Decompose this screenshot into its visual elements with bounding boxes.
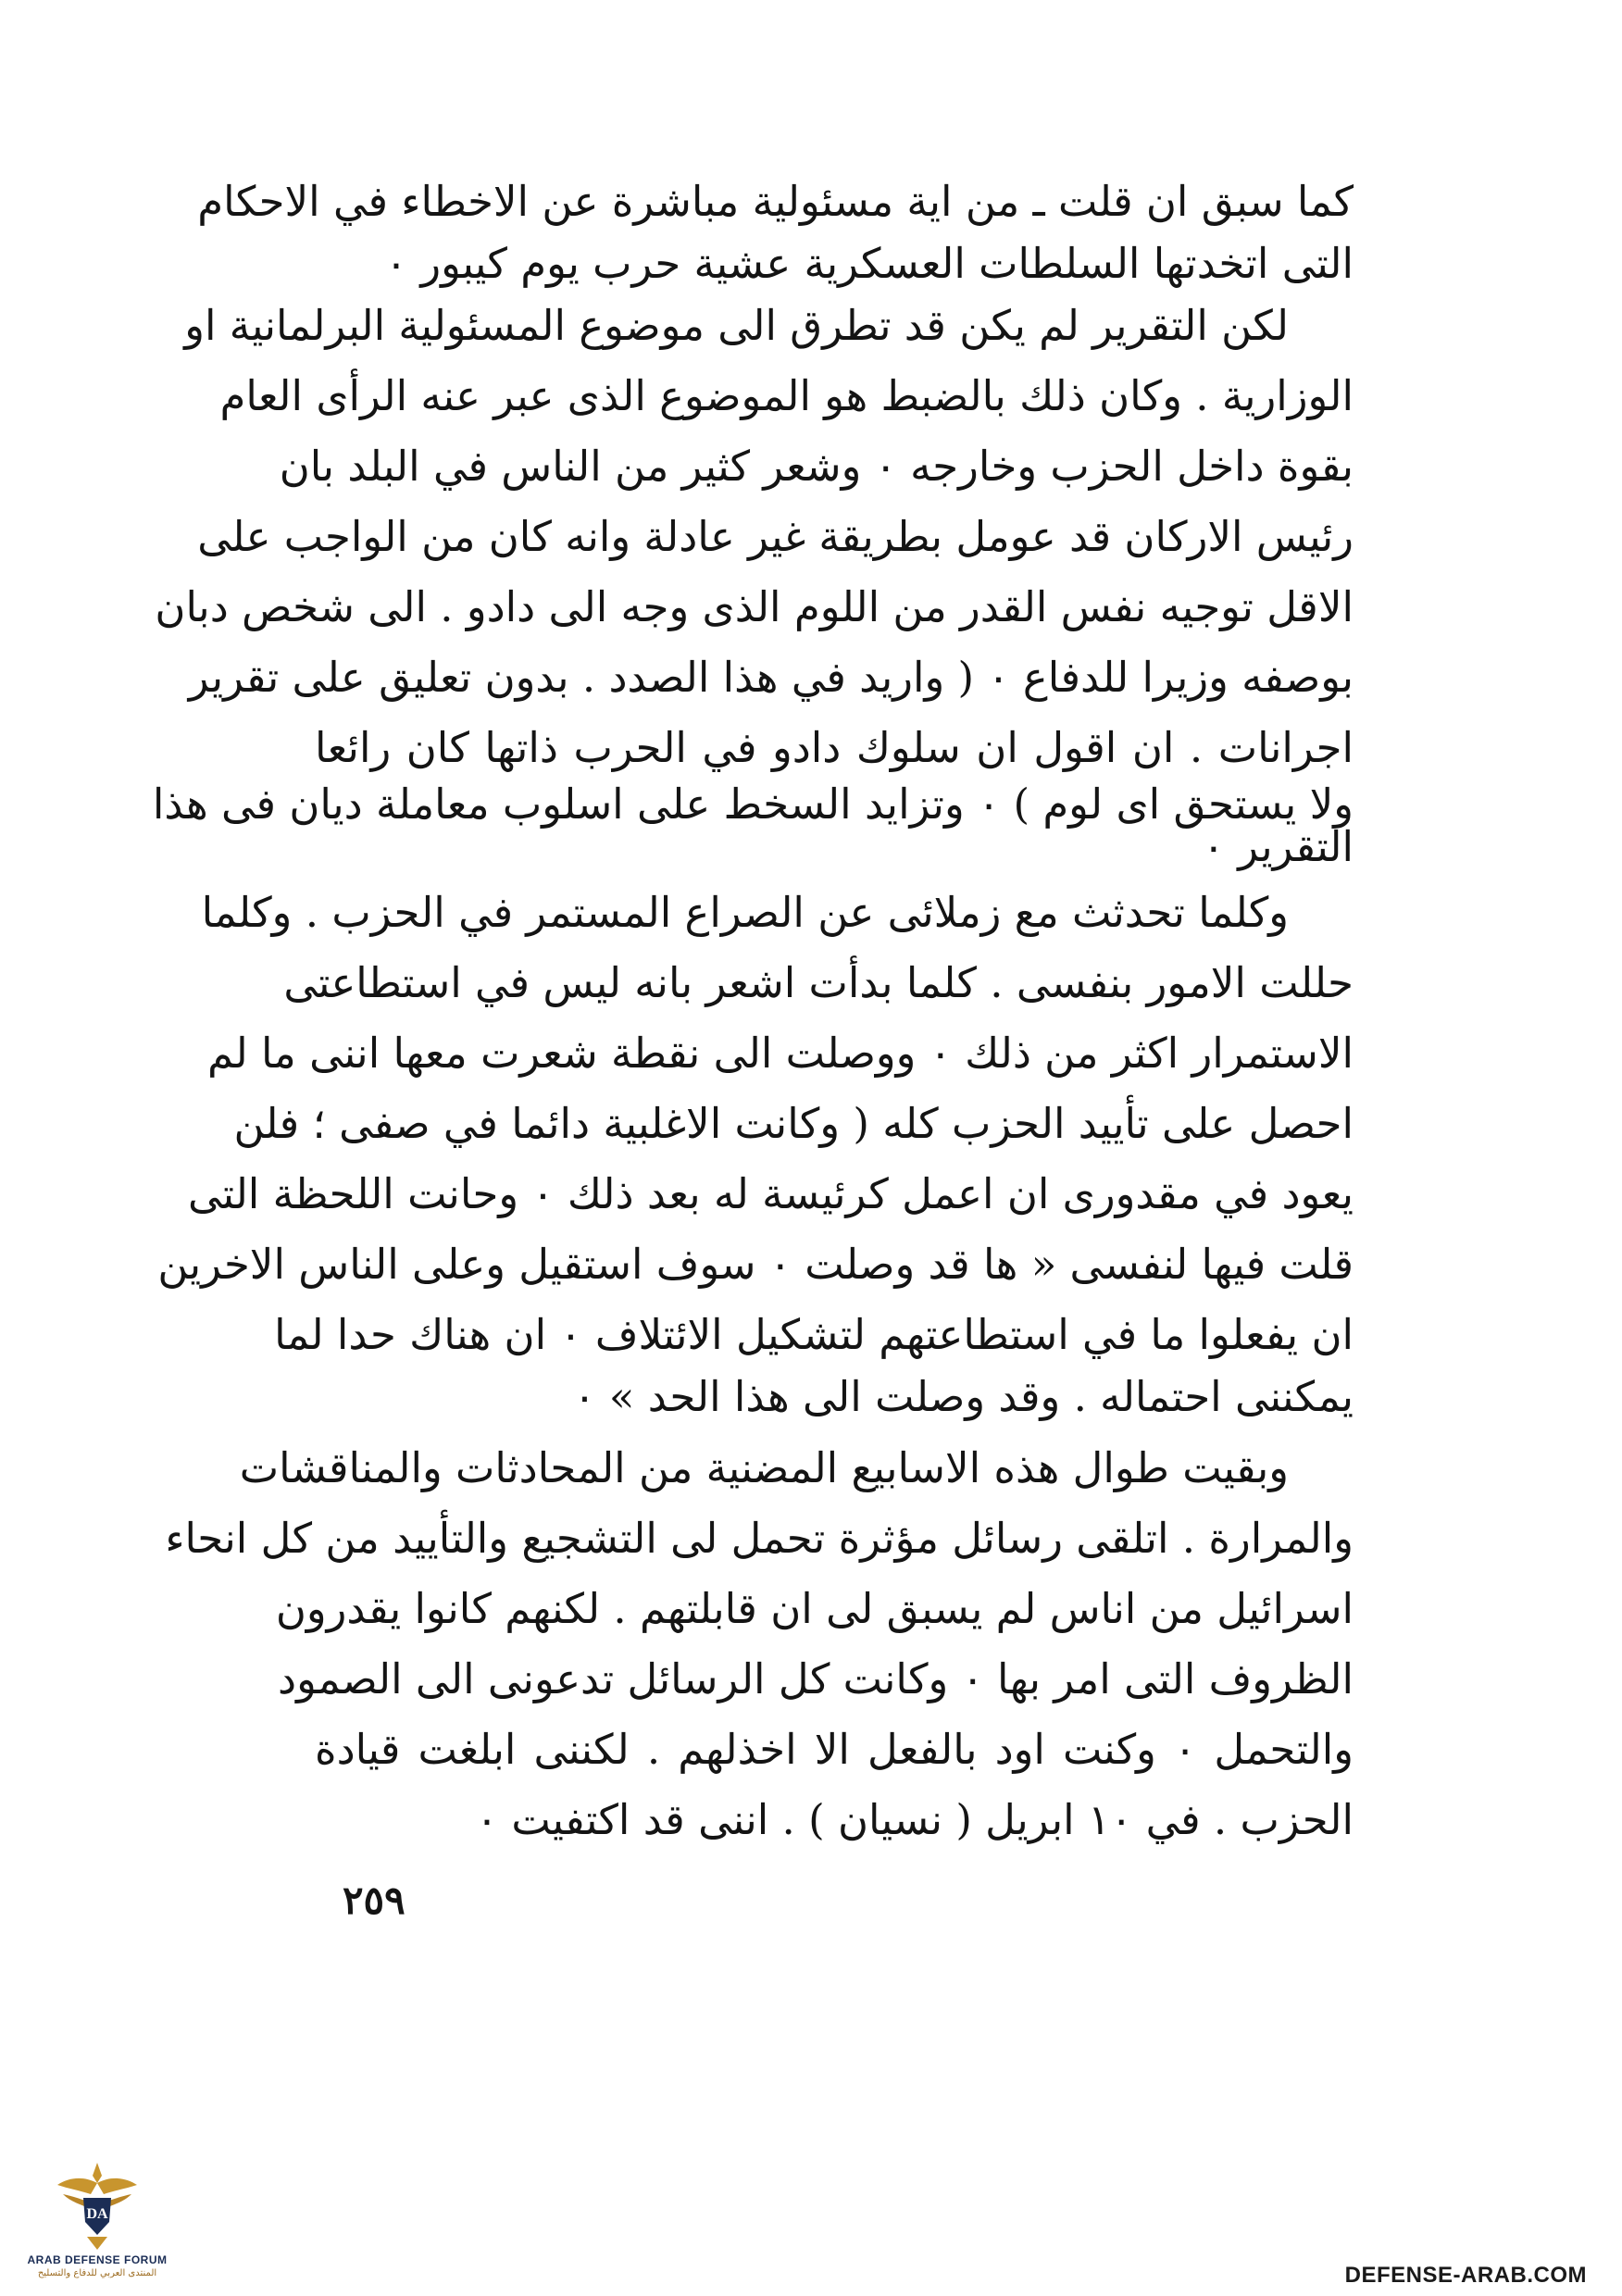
text-line: والتحمل ٠ وكنت اود بالفعل الا اخذلهم . لكننى ابلغت قيادة bbox=[315, 1725, 1354, 1774]
text-line: رئيس الاركان قد عومل بطريقة غير عادلة وانه كان من الواجب على bbox=[197, 512, 1354, 561]
text-line: احصل على تأييد الحزب كله ( وكانت الاغلبية دائما في صفى ؛ فلن bbox=[233, 1099, 1354, 1148]
text-line: التقرير ٠ bbox=[1202, 822, 1354, 871]
text-line: كما سبق ان قلت ـ من اية مسئولية مباشرة عن الاخطاء في الاحكام bbox=[197, 177, 1354, 226]
text-line: يعود في مقدورى ان اعمل كرئيسة له بعد ذلك ٠ وحانت اللحظة التى bbox=[188, 1169, 1354, 1218]
text-line: ان يفعلوا ما في استطاعتهم لتشكيل الائتلاف ٠ ان هناك حدا لما bbox=[274, 1310, 1354, 1359]
body-text bbox=[152, 167, 1354, 1855]
watermark-brand-subtext: المنتدى العربي للدفاع والتسليح bbox=[37, 2268, 157, 2278]
text-line: حللت الامور بنفسى . كلما بدأت اشعر بانه ليس في استطاعتى bbox=[283, 958, 1354, 1007]
logo-monogram: DA bbox=[86, 2206, 108, 2222]
paragraph-gap bbox=[315, 1424, 1354, 1433]
watermark-logo bbox=[19, 2157, 176, 2287]
text-line: وكلما تحدثث مع زملائى عن الصراع المستمر في الحزب . وكلما bbox=[201, 888, 1289, 937]
page-number: ٢٥٩ bbox=[343, 1878, 406, 1923]
watermark-brand-text: ARAB DEFENSE FORUM bbox=[27, 2253, 168, 2266]
text-line: وبقيت طوال هذه الاسابيع المضنية من المحادثات والمناقشات bbox=[239, 1443, 1289, 1492]
text-line: بوصفه وزيرا للدفاع ٠ ( واريد في هذا الصدد . بدون تعليق على تقرير bbox=[188, 653, 1354, 702]
eagle-wings-icon bbox=[56, 2157, 139, 2253]
text-line: اجرانات . ان اقول ان سلوك دادو في الحرب ذاتها كان رائعا bbox=[315, 723, 1354, 772]
text-line: ولا يستحق اى لوم ) ٠ وتزايد السخط على اسلوب معاملة ديان فى هذا bbox=[152, 780, 1354, 829]
text-line: اسرائيل من اناس لم يسبق لى ان قابلتهم . لكنهم كانوا يقدرون bbox=[275, 1584, 1354, 1633]
text-line: الوزارية . وكان ذلك بالضبط هو الموضوع الذى عبر عنه الرأى العام bbox=[219, 371, 1354, 420]
text-line: لكن التقرير لم يكن قد تطرق الى موضوع المسئولية البرلمانية او bbox=[184, 301, 1289, 350]
text-line: قلت فيها لنفسى « ها قد وصلت ٠ سوف استقيل وعلى الناس الاخرين bbox=[157, 1240, 1354, 1289]
text-line: التى اتخدتها السلطات العسكرية عشية حرب يوم كيبور ٠ bbox=[384, 239, 1354, 288]
text-line: الحزب . في ١٠ ابريل ( نسيان ) . اننى قد اكتفيت ٠ bbox=[475, 1795, 1354, 1844]
text-line: والمرارة . اتلقى رسائل مؤثرة تحمل لى التشجيع والتأييد من كل انحاء bbox=[165, 1514, 1354, 1563]
text-line: يمكننى احتماله . وقد وصلت الى هذا الحد » ٠ bbox=[573, 1372, 1354, 1421]
text-line: بقوة داخل الحزب وخارجه ٠ وشعر كثير من الناس في البلد بان bbox=[279, 442, 1354, 491]
text-line: الاقل توجيه نفس القدر من اللوم الذى وجه الى دادو . الى شخص دبان bbox=[155, 582, 1354, 631]
text-line: الاستمرار اكثر من ذلك ٠ ووصلت الى نقطة شعرت معها اننى ما لم bbox=[207, 1029, 1354, 1078]
paragraph-gap bbox=[315, 868, 1354, 878]
watermark-url: DEFENSE-ARAB.COM bbox=[1344, 2263, 1587, 2288]
text-line: الظروف التى امر بها ٠ وكانت كل الرسائل تدعونى الى الصمود bbox=[278, 1654, 1354, 1703]
